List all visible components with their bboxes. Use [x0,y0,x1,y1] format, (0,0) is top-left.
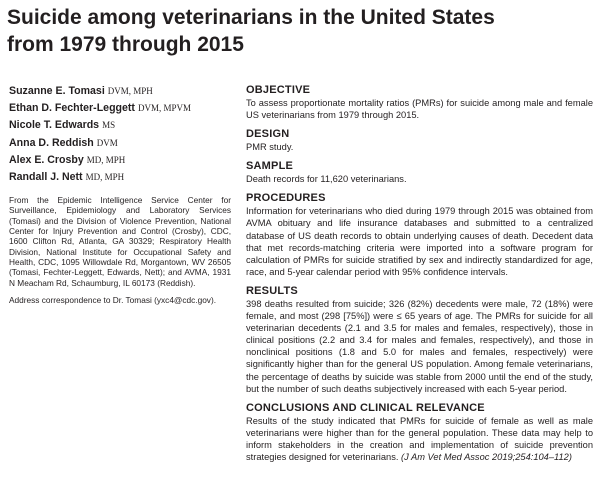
author-affiliations: From the Epidemic Intelligence Service Center for Surveillance, Epidemiology and Laboratory Services (Tomasi) and the Division of Violence Prevention, National Center for Injury Prevention and Control (Crosby), CDC, 1600 Clifton Rd, Atlanta, GA 30329; Respiratory Health Division, National Institute for Occupational Safety and Health, CDC, 1095 Willowdale Rd, Morgantown, WV 26505 (Tomasi, Fechter-Leggett, Edwards, Nett); and AVMA, 1931 N Meacham Rd, Schaumburg, IL 60173 (Reddish). [9,195,231,288]
author-name: Ethan D. Fechter-Leggett [9,102,135,115]
author-name: Suzanne E. Tomasi [9,85,105,97]
section-body: 398 deaths resulted from suicide; 326 (82%) decedents were male, 72 (18%) were female, and most (298 [75%]) were ≤ 65 years of age. The PMRs for suicide for all veterinarian decedents (2.1 and 3.5 for males and females, respectively), those in clinical positions (2.2 and 3.4 for males and females, respectively), and those in nonclinical positions (1.8 and 5.0 for males and females, respectively) were significantly higher than for the general US population. Among female veterinarians, the percentage of deaths by suicide was stable from 2000 until the end of the study, but the number of such deaths subjectively increased with each 5-year period. [246,298,593,394]
section-heading: RESULTS [246,284,298,297]
section-conclusions [246,401,593,463]
author-degrees: DVM, MPVM [137,103,191,114]
section-body: To assess proportionate mortality ratios (PMRs) for suicide among male and female US veterinarians from 1979 through 2015. [246,98,593,121]
author-degrees: DVM [96,137,118,148]
journal-citation: (J Am Vet Med Assoc 2019;254:104–112) [401,451,572,462]
section-sample [246,159,593,185]
correspondence-note: Address correspondence to Dr. Tomasi (yxc4@cdc.gov). [9,294,217,305]
author-degrees: MS [102,120,116,131]
author-name: Anna D. Reddish [9,136,94,149]
author-name: Randall J. Nett [9,170,83,183]
section-body: Information for veterinarians who died during 1979 through 2015 was obtained from AVMA obituary and life insurance databases and submitted to a centralized database of US death records to obtain underlying causes of death. Decedent data that met records-matching criteria were imported into a software program for calculation of PMRs for suicide stratified by sex and indirectly standardized for age, race, and 5-year calendar period with 95% confidence intervals. [246,206,593,277]
section-heading: CONCLUSIONS AND CLINICAL RELEVANCE [246,401,485,414]
section-objective [246,83,593,121]
section-procedures [246,191,593,278]
article-title [7,4,587,58]
article-title-line-1: Suicide among veterinarians in the United States [7,6,495,29]
section-heading: SAMPLE [246,160,294,173]
author-degrees: DVM, MPH [107,86,153,96]
author-entry [9,102,231,119]
author-entry [9,119,231,136]
author-name: Alex E. Crosby [9,153,84,166]
section-results [246,284,593,395]
abstract [246,83,593,469]
conclusions-text: Results of the study indicated that PMRs for suicide of female as well as male veterinarians were higher than for the general population. These data may help to inform stakeholders in the creation and implementation of suicide prevention strategies designed for veterinarians. [246,415,593,462]
article-title-line-2: from 1979 through 2015 [7,33,244,56]
author-entry [9,154,231,171]
section-body: PMR study. [246,142,294,153]
author-entry [9,171,231,188]
section-heading: DESIGN [246,128,290,141]
section-body: Death records for 11,620 veterinarians. [246,174,407,185]
author-entry [9,85,231,102]
author-degrees: MD, MPH [85,171,125,182]
section-heading: OBJECTIVE [246,84,311,96]
author-column [9,85,231,305]
author-name: Nicole T. Edwards [9,119,100,132]
section-body [246,415,593,463]
author-degrees: MD, MPH [86,154,126,165]
section-design [246,127,593,153]
section-heading: PROCEDURES [246,192,326,205]
author-entry [9,137,231,154]
